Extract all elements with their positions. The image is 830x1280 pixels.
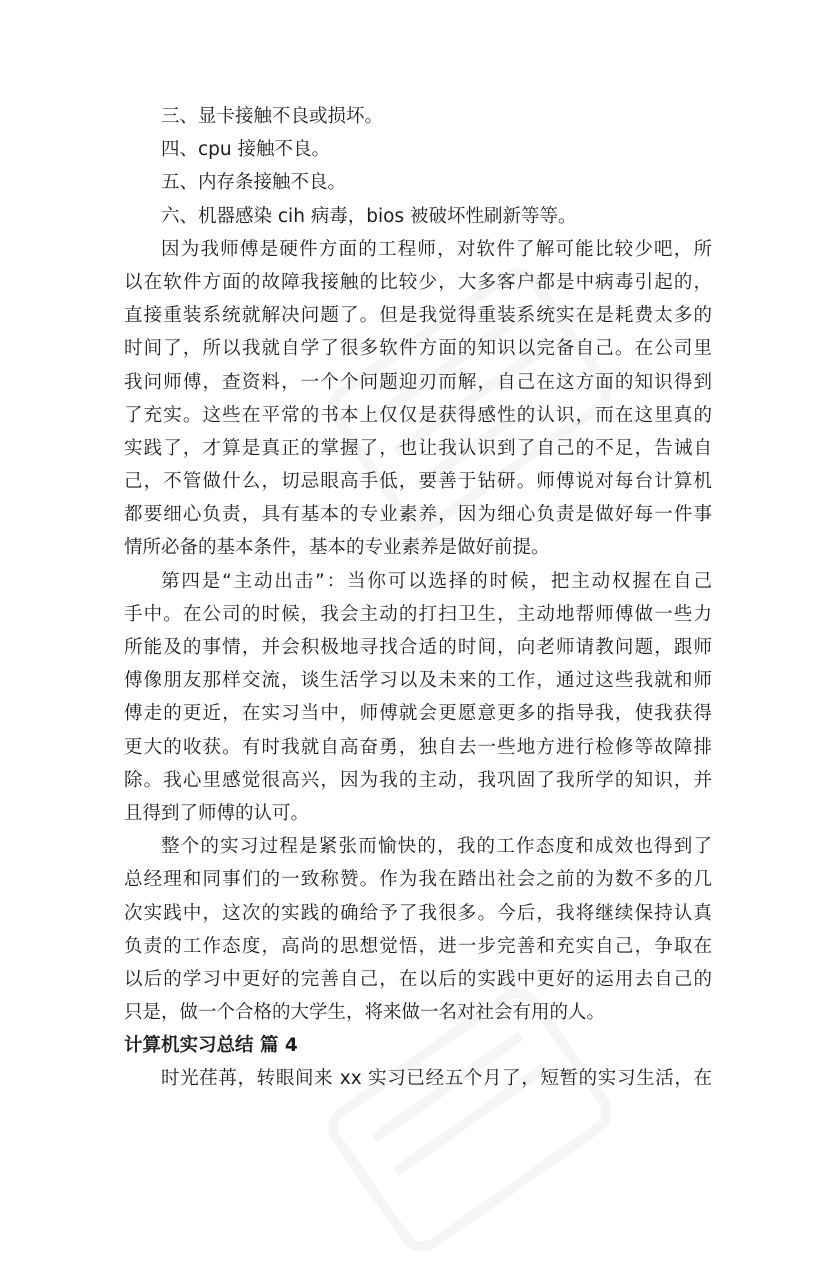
paragraph-line: 总经理和同事们的一致称赞。作为我在踏出社会之前的为数不多的几 xyxy=(124,869,712,891)
paragraph-line: 第四是“主动出击”：当你可以选择的时候，把主动权握在自己 xyxy=(161,570,712,592)
paragraph-line: 傅走的更近，在实习当中，师傅就会更愿意更多的指导我，使我获得 xyxy=(124,703,712,725)
list-item: 六、机器感染 cih 病毒，bios 被破坏性刷新等等。 xyxy=(161,205,577,227)
paragraph-line: 实践了，才算是真正的掌握了，也让我认识到了自己的不足，告诫自 xyxy=(124,437,712,459)
paragraph-line: 傅像朋友那样交流，谈生活学习以及未来的工作，通过这些我就和师 xyxy=(124,670,712,692)
list-item: 五、内存条接触不良。 xyxy=(161,172,347,194)
paragraph-line: 直接重装系统就解决问题了。但是我觉得重装系统实在是耗费太多的 xyxy=(124,305,712,327)
paragraph-1 xyxy=(124,233,712,565)
paragraph-3 xyxy=(124,830,712,1029)
paragraph-line: 己，不管做什么，切忌眼高手低，要善于钻研。师傅说对每台计算机 xyxy=(124,471,712,493)
paragraph-line: 且得到了师傅的认可。 xyxy=(124,802,310,824)
paragraph-line: 只是，做一个合格的大学生，将来做一名对社会有用的人。 xyxy=(124,1002,606,1024)
paragraph-line: 时间了，所以我就自学了很多软件方面的知识以完备自己。在公司里 xyxy=(124,338,712,360)
section-heading: 计算机实习总结 篇 4 xyxy=(124,1035,298,1057)
document-body xyxy=(124,100,712,1096)
paragraph-line: 手中。在公司的时候，我会主动的打扫卫生，主动地帮师傅做一些力 xyxy=(124,603,712,625)
paragraph-line: 情所必备的基本条件，基本的专业素养是做好前提。 xyxy=(124,537,550,559)
paragraph-line: 所能及的事情，并会积极地寻找合适的时间，向老师请教问题，跟师 xyxy=(124,637,712,658)
paragraph-line: 因为我师傅是硬件方面的工程师，对软件了解可能比较少吧，所 xyxy=(161,238,712,260)
paragraph-line: 以在软件方面的故障我接触的比较少，大多客户都是中病毒引起的， xyxy=(124,271,712,293)
paragraph-line: 次实践中，这次的实践的确给予了我很多。今后，我将继续保持认真 xyxy=(124,902,712,924)
paragraph-line: 时光荏苒，转眼间来 xx 实习已经五个月了，短暂的实习生活，在 xyxy=(161,1068,712,1090)
paragraph-line: 都要细心负责，具有基本的专业素养，因为细心负责是做好每一件事 xyxy=(124,504,712,526)
paragraph-line: 更大的收获。有时我就自高奋勇，独自去一些地方进行检修等故障排 xyxy=(124,736,712,758)
paragraph-line: 除。我心里感觉很高兴，因为我的主动，我巩固了我所学的知识，并 xyxy=(124,769,712,791)
paragraph-line: 我问师傅，查资料，一个个问题迎刃而解，自己在这方面的知识得到 xyxy=(124,371,712,393)
paragraph-line: 了充实。这些在平常的书本上仅仅是获得感性的认识，而在这里真的 xyxy=(124,404,712,426)
paragraph-line: 整个的实习过程是紧张而愉快的，我的工作态度和成效也得到了 xyxy=(161,836,712,858)
list-item: 三、显卡接触不良或损坏。 xyxy=(161,106,384,127)
list-item: 四、cpu 接触不良。 xyxy=(161,139,331,161)
paragraph-2 xyxy=(124,565,712,831)
paragraph-line: 负责的工作态度，高尚的思想觉悟，进一步完善和充实自己，争取在 xyxy=(124,935,712,957)
paragraph-line: 以后的学习中更好的完善自己，在以后的实践中更好的运用去自己的 xyxy=(124,968,712,990)
